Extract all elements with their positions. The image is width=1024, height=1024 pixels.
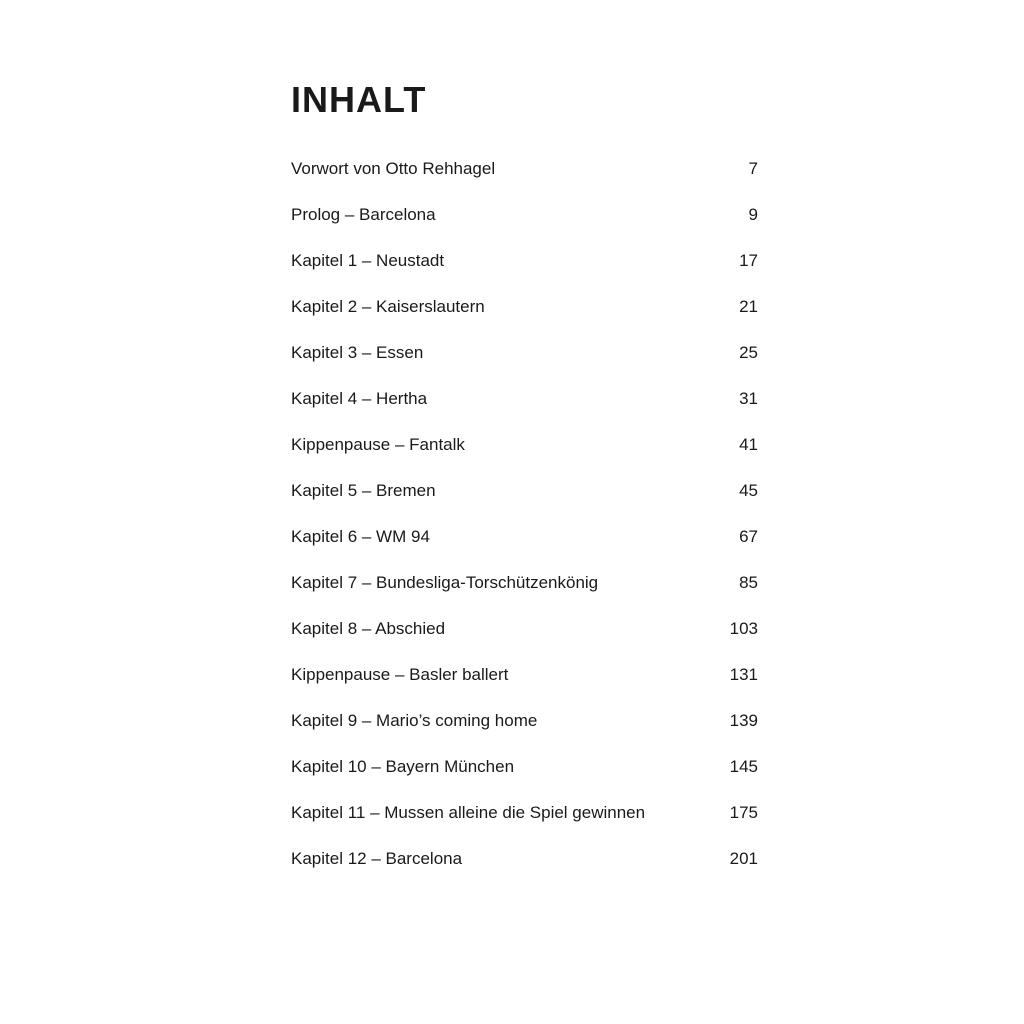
toc-entry (291, 342, 758, 388)
toc-entry (291, 848, 758, 894)
toc-entry (291, 296, 758, 342)
toc-page-number: 201 (729, 849, 758, 868)
toc-entry (291, 388, 758, 434)
toc-entry-title: Kapitel 12 – Barcelona (291, 849, 463, 868)
toc-page-number: 31 (739, 389, 758, 408)
toc-entry (291, 250, 758, 296)
toc-page-number: 45 (739, 481, 758, 500)
toc-page-number: 139 (729, 711, 758, 730)
toc-entry-title: Kapitel 2 – Kaiserslautern (291, 297, 485, 316)
toc-entry-title: Kapitel 8 – Abschied (291, 619, 446, 638)
toc-entry-title: Prolog – Barcelona (291, 205, 436, 224)
toc-entry (291, 664, 758, 710)
toc-entry-title: Vorwort von Otto Rehhagel (291, 159, 496, 178)
toc-entry-title: Kapitel 1 – Neustadt (291, 251, 445, 270)
toc-page-number: 85 (739, 573, 758, 592)
page-title: INHALT (291, 79, 427, 120)
toc-page-number: 25 (739, 343, 758, 362)
toc-entry (291, 572, 758, 618)
toc-page-number: 145 (729, 757, 758, 776)
toc-entry-title: Kapitel 5 – Bremen (291, 481, 436, 500)
toc-page-number: 175 (729, 803, 758, 822)
toc-page-number: 67 (739, 527, 758, 546)
table-of-contents (291, 158, 758, 894)
toc-entry-title: Kapitel 6 – WM 94 (291, 527, 430, 546)
toc-entry-title: Kapitel 3 – Essen (291, 343, 424, 362)
toc-entry (291, 618, 758, 664)
toc-entry (291, 158, 758, 204)
toc-page-number: 131 (729, 665, 758, 684)
toc-entry-title: Kapitel 10 – Bayern München (291, 757, 515, 776)
toc-entry (291, 480, 758, 526)
toc-entry (291, 434, 758, 480)
toc-page-number: 103 (729, 619, 758, 638)
toc-entry-title: Kapitel 7 – Bundesliga-Torschützenkönig (291, 573, 599, 592)
toc-entry-title: Kippenpause – Fantalk (291, 435, 465, 454)
toc-page-number: 17 (739, 251, 758, 270)
toc-entry (291, 802, 758, 848)
toc-page-number: 21 (739, 297, 758, 316)
toc-entry-title: Kapitel 4 – Hertha (291, 389, 428, 408)
toc-entry (291, 204, 758, 250)
toc-entry (291, 526, 758, 572)
toc-entry (291, 756, 758, 802)
toc-entry (291, 710, 758, 756)
toc-entry-title: Kapitel 11 – Mussen alleine die Spiel gewinnen (291, 803, 646, 822)
toc-entry-title: Kippenpause – Basler ballert (291, 665, 509, 684)
toc-page-number: 41 (739, 435, 758, 454)
toc-page-number: 9 (748, 205, 758, 224)
toc-entry-title: Kapitel 9 – Mario’s coming home (291, 711, 538, 730)
toc-page-number: 7 (748, 159, 758, 178)
